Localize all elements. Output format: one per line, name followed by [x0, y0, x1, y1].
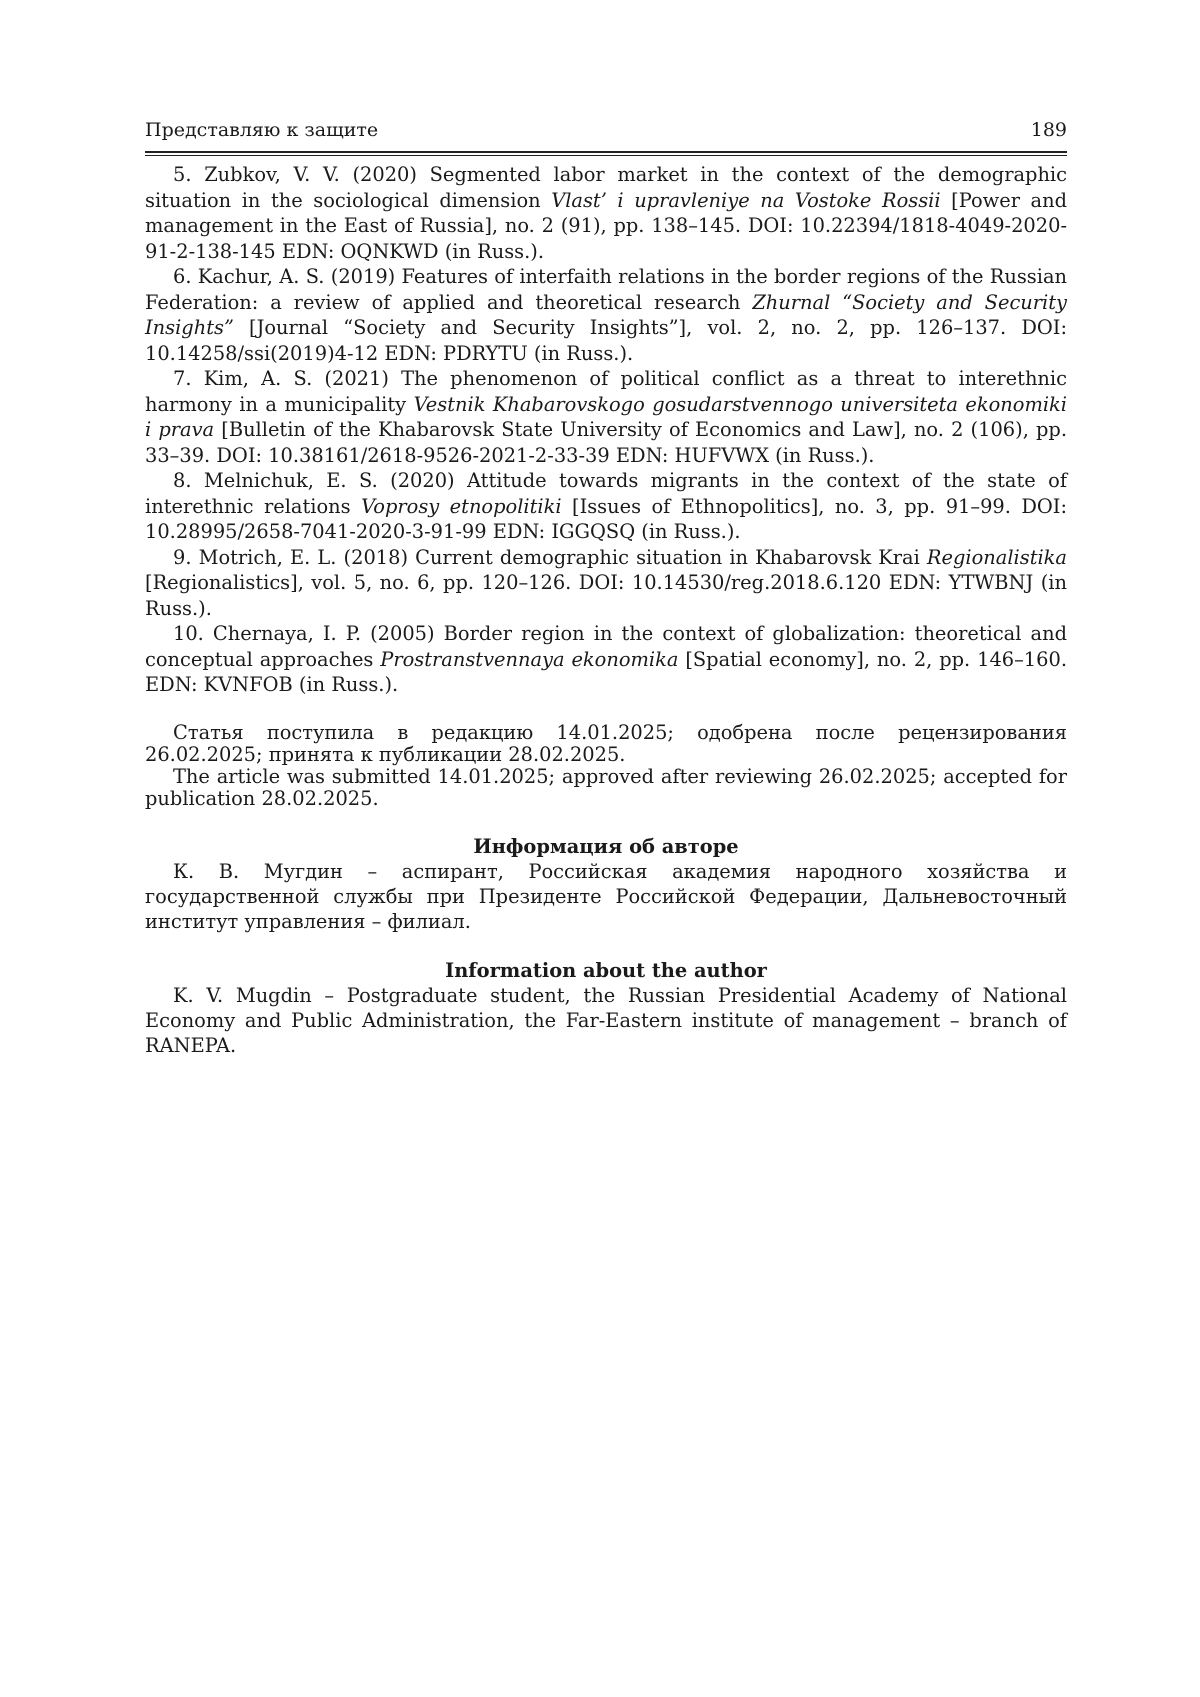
reference-item [145, 468, 1067, 545]
reference-text: [Journal “Society and Security Insights”], vol. 2, no. 2, pp. 126–137. DOI: 10.14258/ssi(2019)4-12 EDN: PDRYTU (in Russ.). [145, 316, 1067, 365]
reference-journal: Vestnik Khabarovskogo gosudarstvennogo universiteta ekonomiki i prava [145, 392, 1067, 441]
reference-text: 5. Zubkov, V. V. (2020) Segmented labor market in the context of the demographic situation in the sociological dimension [145, 163, 1067, 212]
running-header-section: Представляю к защите [145, 119, 379, 141]
reference-text: 7. Kim, A. S. (2021) The phenomenon of political conflict as a threat to interethnic harmony in a municipality [145, 367, 1067, 416]
reference-text: 8. Melnichuk, E. S. (2020) Attitude towards migrants in the context of the state of interethnic relations [145, 469, 1067, 518]
reference-text: 10. Chernaya, I. P. (2005) Border region in the context of globalization: theoretical and conceptual approaches [145, 622, 1067, 671]
submission-dates-ru: Статья поступила в редакцию 14.01.2025; одобрена после рецензирования 26.02.2025; принята к публикации 28.02.2025. [145, 720, 1067, 766]
reference-text: 9. Motrich, E. L. (2018) Current demographic situation in Khabarovsk Krai [173, 545, 927, 569]
author-info-title-en: Information about the author [445, 958, 767, 982]
reference-journal: Regionalistika [926, 545, 1067, 569]
reference-text: [Spatial economy], no. 2, pp. 146–160. EDN: KVNFOB (in Russ.). [145, 647, 1067, 696]
reference-text: [Regionalistics], vol. 5, no. 6, pp. 120–126. DOI: 10.14530/reg.2018.6.120 EDN: YTWBNJ (in Russ.). [145, 571, 1067, 620]
reference-text: [Power and management in the East of Russia], no. 2 (91), pp. 138–145. DOI: 10.22394/1818-4049-2020-91-2-138-145 EDN: OQNKWD (in Russ.). [145, 188, 1068, 263]
reference-text: 6. Kachur, A. S. (2019) Features of interfaith relations in the border regions of the Russian Federation: a review of applied and theoretical research [145, 265, 1067, 314]
reference-text: [Issues of Ethnopolitics], no. 3, pp. 91–99. DOI: 10.28995/2658-7041-2020-3-91-99 EDN: IGGQSQ (in Russ.). [145, 494, 1067, 543]
reference-journal: Vlast’ i upravleniye na Vostoke Rossii [551, 188, 941, 212]
author-info-title-ru: Информация об авторе [473, 834, 739, 858]
journal-page [145, 118, 1067, 1058]
reference-item [145, 162, 1067, 264]
author-info-text-ru: К. В. Мугдин – аспирант, Российская академия народного хозяйства и государственной службы при Президенте Российской Федерации, Дальневосточный институт управления – филиал. [145, 859, 1067, 933]
reference-list [145, 162, 1067, 698]
reference-journal: Voprosy etnopolitiki [361, 494, 562, 518]
running-header [145, 118, 1067, 151]
reference-journal: Prostranstvennaya ekonomika [380, 647, 679, 671]
author-info-text-en: K. V. Mugdin – Postgraduate student, the Russian Presidential Academy of National Economy and Public Administration, the Far-Eastern institute of management – branch of RANEPA. [145, 983, 1067, 1057]
submission-dates [145, 722, 1067, 810]
reference-item [145, 545, 1067, 622]
header-rule [145, 151, 1067, 156]
reference-item [145, 264, 1067, 366]
reference-item [145, 621, 1067, 698]
page-number: 189 [1030, 119, 1067, 141]
reference-journal: Zhurnal “Society and Security Insights” [145, 290, 1068, 339]
reference-text: [Bulletin of the Khabarovsk State University of Economics and Law], no. 2 (106), pp. 33–39. DOI: 10.38161/2618-9526-2021-2-33-39 EDN: HUFVWX (in Russ.). [145, 418, 1067, 467]
reference-item [145, 366, 1067, 468]
submission-dates-en: The article was submitted 14.01.2025; approved after reviewing 26.02.2025; accepted for publication 28.02.2025. [145, 764, 1067, 810]
